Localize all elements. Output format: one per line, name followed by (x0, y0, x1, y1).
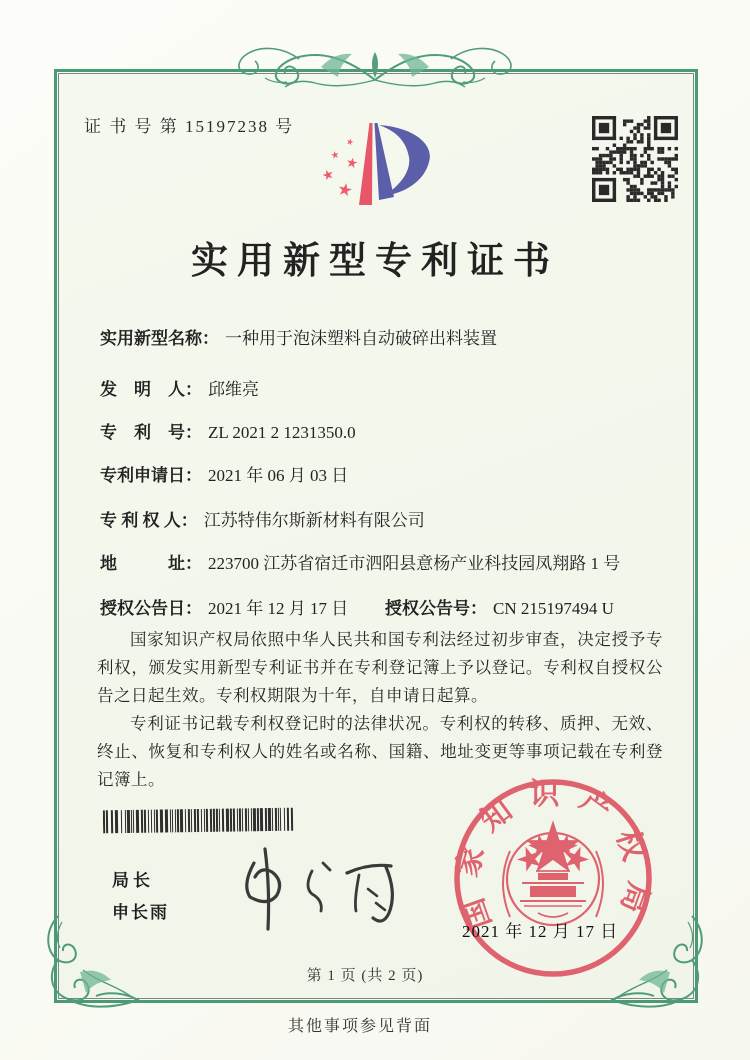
legal-paragraph-1: 国家知识产权局依照中华人民共和国专利法经过初步审查，决定授予专利权，颁发实用新型专利证书并在专利登记簿上予以登记。专利权自授权公告之日起生效。专利权期限为十年，自申请日起算。 (97, 630, 663, 705)
field-grant-number (385, 594, 614, 619)
field-label: 授权公告号： (385, 599, 487, 618)
field-row-filing-date (100, 461, 660, 486)
legal-text (97, 626, 663, 794)
field-value: 江苏特伟尔斯新材料有限公司 (203, 511, 425, 530)
field-row-name (100, 324, 660, 349)
field-label: 专 利 权 人： (100, 511, 198, 530)
field-label: 实用新型名称： (100, 329, 219, 348)
back-side-note: 其他事项参见背面 (287, 1018, 432, 1035)
official-seal (450, 775, 656, 981)
director-title: 局长 (112, 871, 154, 890)
seal-date: 2021 年 12 月 17 日 (462, 922, 619, 941)
field-row-patent-no (100, 418, 660, 443)
field-label: 地 址： (100, 554, 202, 573)
field-label: 发 明 人： (100, 380, 202, 399)
certificate-number: 证 书 号 第 15197238 号 (84, 117, 295, 136)
border-ornament-bottom-left (38, 912, 146, 1014)
field-row-inventor (100, 375, 660, 400)
field-row-patentee (100, 506, 660, 531)
field-row-address (100, 549, 660, 574)
field-row-grant (100, 594, 660, 619)
cnipa-logo-icon (312, 114, 438, 212)
field-value: CN 215197494 U (493, 599, 614, 618)
field-label: 专 利 号： (100, 423, 202, 442)
qr-code (592, 116, 678, 202)
field-value: ZL 2021 2 1231350.0 (208, 423, 356, 442)
page-number: 第 1 页 (共 2 页) (306, 968, 424, 984)
director-name: 申长雨 (112, 903, 169, 922)
legal-paragraph-2: 专利证书记载专利权登记时的法律状况。专利权的转移、质押、无效、终止、恢复和专利权人的姓名或名称、国籍、地址变更等事项记载在专利登记簿上。 (97, 714, 663, 789)
field-label: 专利申请日： (100, 466, 202, 485)
barcode (103, 807, 295, 835)
field-value: 邱维亮 (208, 380, 259, 399)
field-value: 223700 江苏省宿迁市泗阳县意杨产业科技园凤翔路 1 号 (208, 554, 621, 573)
field-label: 授权公告日： (100, 599, 202, 618)
field-value: 一种用于泡沫塑料自动破碎出料装置 (225, 329, 497, 348)
border-ornament-top (225, 40, 525, 92)
director-signature (220, 843, 405, 938)
seal-ring-text: 国家知识产权局 (450, 777, 656, 934)
field-value: 2021 年 06 月 03 日 (208, 466, 349, 485)
field-value: 2021 年 12 月 17 日 (208, 599, 349, 618)
certificate-title: 实用新型专利证书 (191, 241, 559, 282)
